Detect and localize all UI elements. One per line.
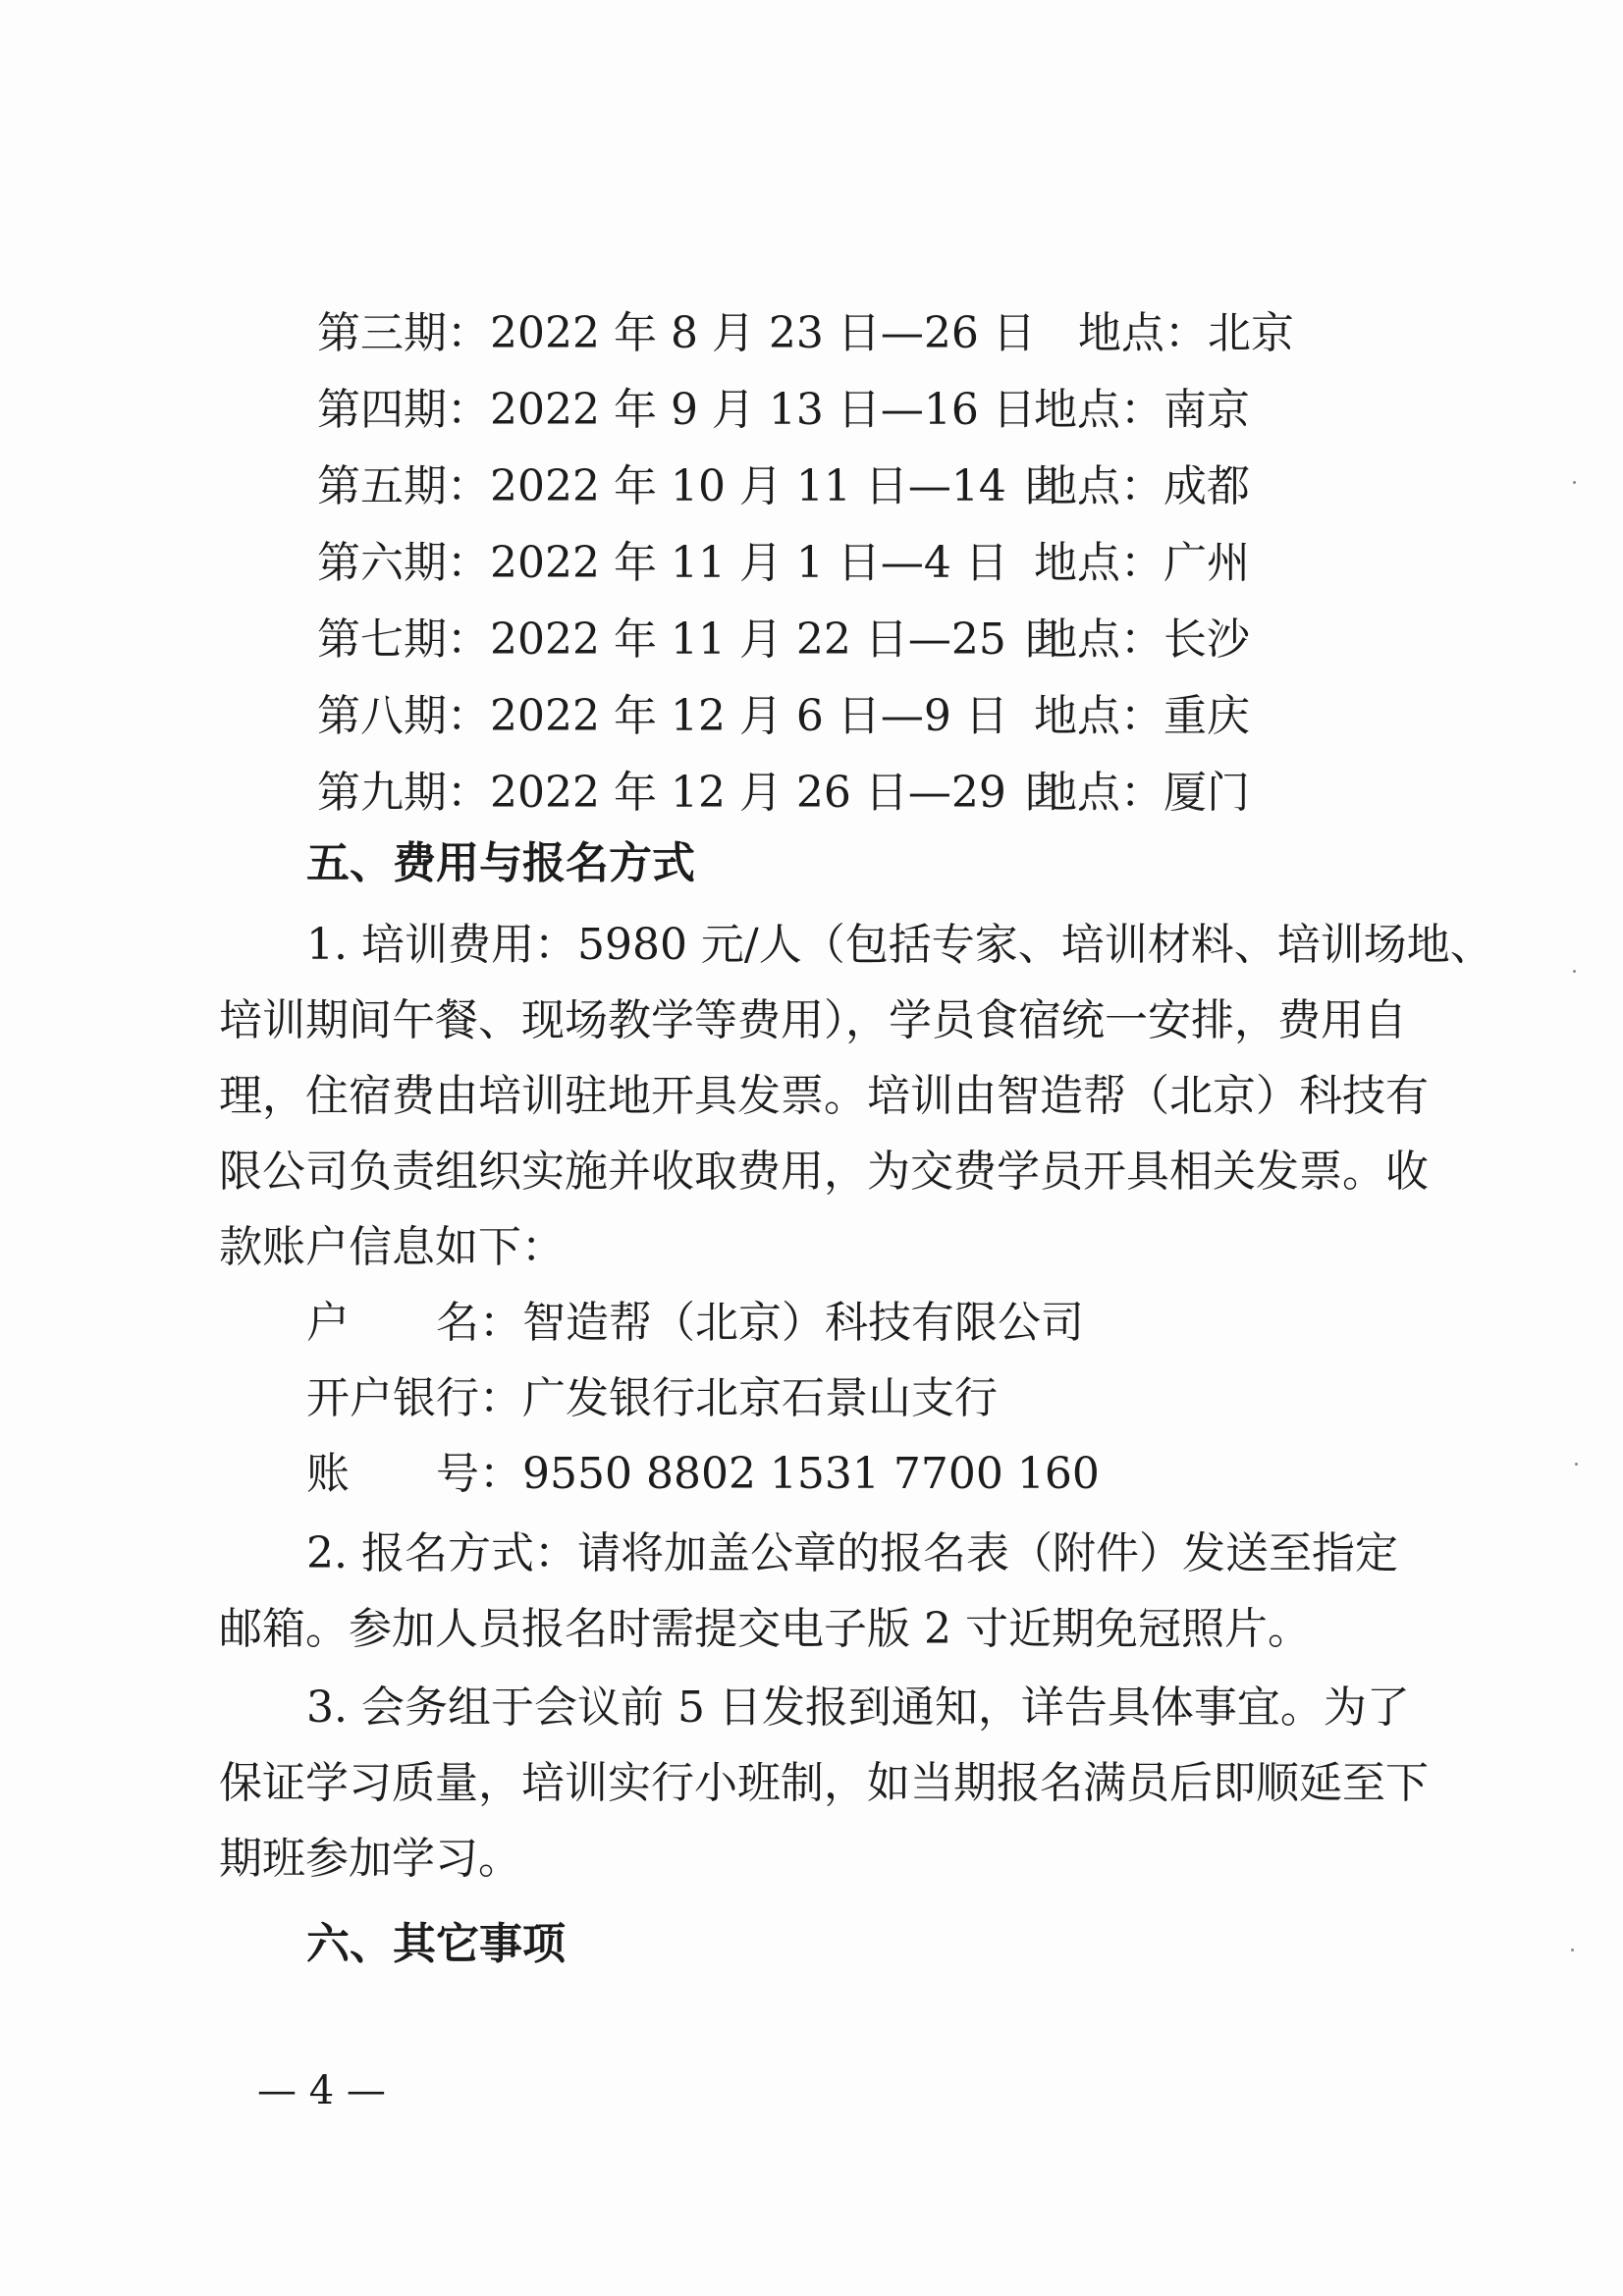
account-bank-row [306, 1371, 998, 1426]
schedule-row-4: 第四期：2022 年 9 月 13 日—16 日 [317, 385, 1036, 435]
registration-line-1: 2. 报名方式：请将加盖公章的报名表（附件）发送至指定 [306, 1528, 1398, 1578]
account-name-value: 智造帮（北京）科技有限公司 [522, 1298, 1084, 1348]
account-name-row [306, 1296, 1084, 1351]
account-bank-value: 广发银行北京石景山支行 [522, 1373, 998, 1423]
schedule-row-7: 第七期：2022 年 11 月 22 日—25 日 [317, 614, 1063, 665]
schedule-location-6: 地点：广州 [1034, 538, 1250, 588]
fee-line-4: 限公司负责组织实施并收取费用，为交费学员开具相关发票。收 [219, 1147, 1429, 1197]
schedule-row-5: 第五期：2022 年 10 月 11 日—14 日 [317, 461, 1063, 511]
schedule-row-6: 第六期：2022 年 11 月 1 日—4 日 [317, 538, 1008, 588]
schedule-location-7: 地点：长沙 [1034, 614, 1250, 665]
page-number: — 4 — [257, 2068, 386, 2113]
account-number-row [306, 1447, 1100, 1502]
schedule-row-9: 第九期：2022 年 12 月 26 日—29 日 [317, 768, 1063, 818]
fee-line-2: 培训期间午餐、现场教学等费用），学员食宿统一安排，费用自 [219, 995, 1407, 1045]
account-number-value: 9550 8802 1531 7700 160 [522, 1449, 1100, 1499]
notice-line-2: 保证学习质量，培训实行小班制，如当期报名满员后即顺延至下 [219, 1758, 1429, 1808]
fee-line-5: 款账户信息如下： [219, 1222, 565, 1272]
fee-line-3: 理，住宿费由培训驻地开具发票。培训由智造帮（北京）科技有 [219, 1071, 1429, 1121]
scan-speck [1575, 1463, 1578, 1466]
fee-line-1: 1. 培训费用：5980 元/人（包括专家、培训材料、培训场地、 [306, 920, 1493, 970]
section-6-heading: 六、其它事项 [306, 1919, 566, 1969]
schedule-location-9: 地点：厦门 [1034, 768, 1250, 818]
account-name-label: 户 名： [306, 1298, 522, 1348]
schedule-location-3: 地点：北京 [1078, 308, 1294, 358]
schedule-location-4: 地点：南京 [1034, 385, 1250, 435]
schedule-period: 第三期：2022 年 8 月 23 日—26 日 [317, 308, 1036, 358]
notice-line-3: 期班参加学习。 [219, 1834, 521, 1884]
registration-line-2: 邮箱。参加人员报名时需提交电子版 2 寸近期免冠照片。 [219, 1604, 1311, 1654]
account-number-label: 账 号： [306, 1449, 522, 1499]
notice-line-1: 3. 会务组于会议前 5 日发报到通知，详告具体事宜。为了 [306, 1682, 1410, 1733]
schedule-location-8: 地点：重庆 [1034, 691, 1250, 741]
schedule-row-3 [317, 306, 1036, 361]
scan-speck [1573, 970, 1576, 973]
schedule-location-5: 地点：成都 [1034, 461, 1250, 511]
scan-speck [1573, 481, 1576, 484]
schedule-row-8: 第八期：2022 年 12 月 6 日—9 日 [317, 691, 1008, 741]
section-5-heading: 五、费用与报名方式 [306, 838, 695, 888]
account-bank-label: 开户银行： [306, 1373, 522, 1423]
scan-speck [1571, 1949, 1574, 1951]
